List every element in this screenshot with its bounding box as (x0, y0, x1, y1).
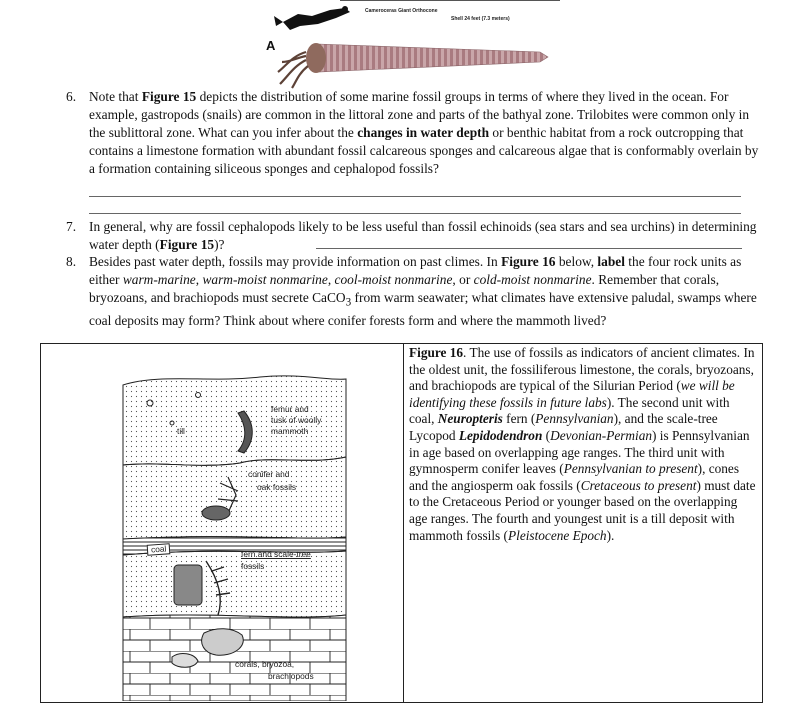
text-run: ) is Pennsylvanian in age based on overlapping age ranges. The third unit with gymnosperm conifer leaves ( (409, 427, 750, 477)
brachiopods-label: brachiopods (268, 671, 314, 681)
femur-label: femur and (271, 404, 309, 414)
question-text (89, 88, 766, 178)
text-run: ), and the scale-tree Lycopod (409, 411, 718, 443)
text-run: , or (452, 272, 474, 287)
text-run: Lepidodendron (458, 427, 543, 443)
till-label: till (177, 426, 185, 436)
rock-column-drawing (120, 365, 390, 701)
text-run: below, (555, 254, 598, 269)
text-run: warm-moist nonmarine (202, 272, 328, 287)
text-run: cold-moist nonmarine (473, 272, 592, 287)
cephalopod-illustration (0, 0, 808, 90)
question-8 (66, 253, 766, 330)
text-run: Pennsylvanian (535, 411, 614, 427)
answer-line[interactable] (89, 213, 741, 214)
text-run: ). The second unit with coal, (409, 394, 730, 427)
text-run: , (195, 272, 203, 287)
text-run: Figure 16 (501, 254, 556, 269)
figure-divider (403, 343, 404, 703)
fern-fossils-label: fossils (241, 561, 265, 571)
text-run: , (327, 272, 335, 287)
text-run: Cretaceous to present (580, 477, 697, 493)
text-run: or benthic habitat from a rock outcropping that contains a limestone formation with abundant fossil calcareous sponges and calcareous algae that is conformably overlain by a formation containing siliceous sponges and cephalopod fossils? (89, 125, 759, 176)
conifer-label: conifer and (248, 469, 290, 479)
answer-line[interactable] (89, 196, 741, 197)
text-run: fern ( (502, 411, 536, 427)
oak-label: oak fossils (257, 482, 297, 492)
text-run: ), cones and the angiosperm oak fossils ( (409, 461, 740, 493)
question-6 (66, 88, 766, 178)
text-run: cool-moist nonmarine (334, 272, 453, 287)
corals-label: corals, bryozoa, (235, 659, 295, 669)
text-run: In general, why are fossil cephalopods likely to be less useful than fossil echinoids (sea stars and sea urchins) in determining water depth ( (89, 219, 757, 252)
text-run: from warm seawater; what climates have extensive paludal, swamps where coal deposits may form? Think about where conifer forests form and where the mammoth lived? (89, 290, 757, 328)
text-run: we will be identifying these fossils in future labs (409, 378, 735, 410)
text-run: . The use of fossils as indicators of ancient climates. In the oldest unit, the fossiliferous limestone, the corals, bryozoans, and brachiopods are typical of the Silurian Period ( (409, 345, 755, 394)
text-run: Devonian-Permian (550, 427, 653, 443)
text-run: Neuropteris (437, 411, 503, 427)
text-run: Figure 15 (159, 237, 215, 252)
coal-label: coal (147, 543, 171, 556)
text-run: ( (542, 427, 551, 443)
question-number: 8. (66, 254, 77, 269)
rock-column-illustration (120, 365, 390, 701)
figure-letter: A (266, 38, 276, 53)
fern-label: fern and scale-tree (241, 549, 311, 559)
orthocone-label: Cameroceras Giant Orthocone (365, 8, 438, 14)
text-run: )? (214, 237, 225, 252)
tusk-label: tusk of woolly (271, 415, 322, 425)
text-run: warm-marine (122, 272, 196, 287)
text-run: depicts the distribution of some marine fossil groups in terms of where they lived in the ocean. For example, gastropods (snails) are common in the littoral zone and parts of the bathyal zone. Trilobites were common only in the sublittoral zone. What can you infer about the (89, 89, 750, 140)
mammoth-label: mammoth (271, 426, 309, 436)
text-run: Besides past water depth, fossils may provide information on past climes. In (89, 254, 502, 269)
answer-line[interactable] (316, 248, 742, 249)
text-run: Figure 16 (409, 345, 464, 360)
text-run: . Remember that corals, bryozoans, and brachiopods must secrete CaCO (89, 272, 720, 305)
text-run: the four rock units as either (89, 254, 742, 287)
text-run: label (597, 254, 625, 269)
text-run: Note that (89, 89, 142, 104)
text-run: Pennsylvanian to present (563, 461, 698, 477)
question-number: 7. (66, 219, 77, 234)
text-run: ). (606, 527, 615, 543)
text-run: ) must date to the Cretaceous Period or younger based on the overlapping age ranges. The fourth and youngest unit is a till deposit with mammoth fossils ( (409, 477, 756, 543)
text-run: Figure 15 (141, 89, 197, 104)
question-number: 6. (66, 89, 77, 104)
text-run: 3 (345, 296, 352, 309)
figure-16-caption (409, 345, 756, 544)
shell-size-label: Shell 24 feet (7.3 meters) (451, 16, 510, 22)
text-run: Pleistocene Epoch (508, 527, 607, 543)
question-text (89, 253, 766, 330)
text-run: changes in water depth (357, 125, 490, 140)
